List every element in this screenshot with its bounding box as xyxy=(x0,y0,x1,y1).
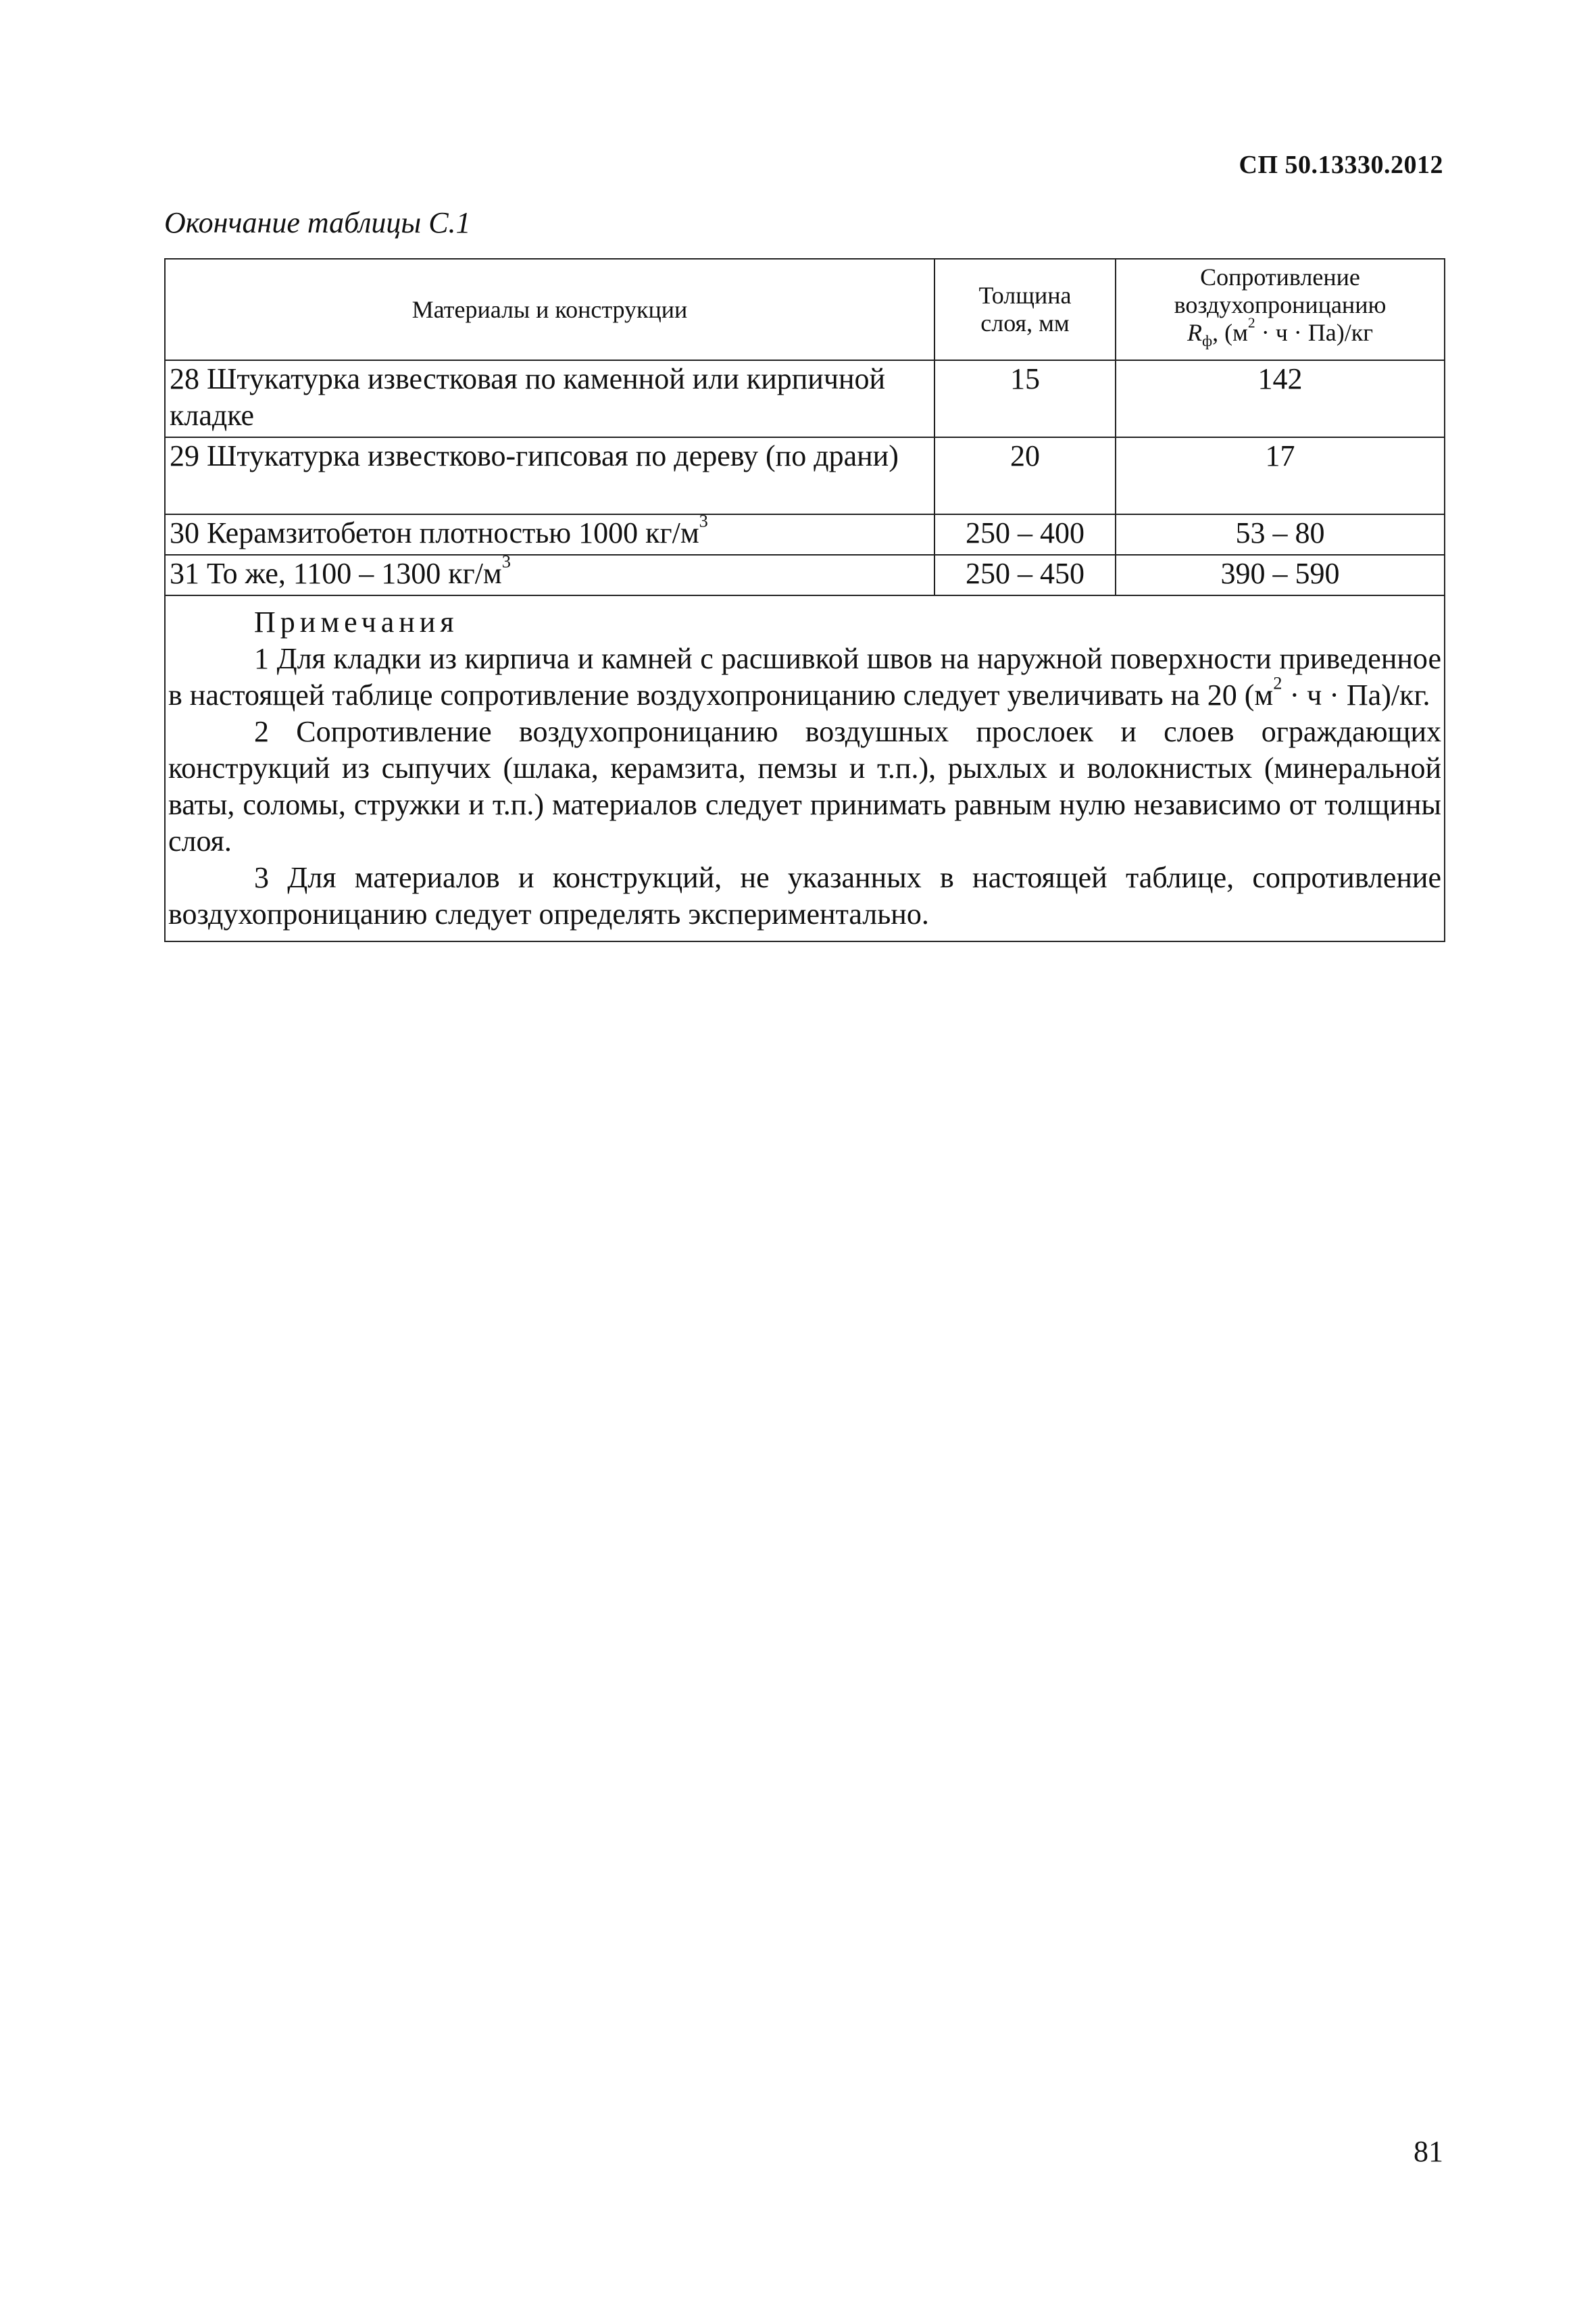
air-permeability-table xyxy=(164,258,1445,942)
table-row xyxy=(165,437,1445,514)
resistance-cell: 142 xyxy=(1116,360,1445,437)
table-row xyxy=(165,555,1445,595)
resistance-symbol: R xyxy=(1187,318,1202,346)
material-cell: 28 Штукатурка известковая по каменной или кирпичной кладке xyxy=(165,360,934,437)
thickness-cell: 250 – 450 xyxy=(934,555,1116,595)
resistance-cell: 17 xyxy=(1116,437,1445,514)
notes-cell xyxy=(165,595,1445,941)
material-cell: 31 То же, 1100 – 1300 $кг/м^3$ xyxy=(165,555,934,595)
material-cell: 30 Керамзитобетон плотностью 1000 $кг/м^3$ xyxy=(165,514,934,555)
document-code: СП 50.13330.2012 xyxy=(1239,151,1443,179)
column-header-resistance-units: $R_ф$, $(м^2 \cdot ч \cdot Па)/кг$ xyxy=(1187,314,1374,351)
column-header-thickness-line2: слоя, мм xyxy=(980,310,1070,337)
notes-title: Примечания xyxy=(254,606,459,639)
table-row xyxy=(165,514,1445,555)
column-header-resistance xyxy=(1116,259,1445,360)
column-header-resistance-line1: Сопротивление xyxy=(1200,263,1360,291)
resistance-symbol-subscript: ф xyxy=(1201,333,1213,351)
column-header-material-label: Материалы и конструкции xyxy=(412,295,688,323)
note-1: 1 Для кладки из кирпича и камней с расшивкой швов на наружной поверхности приведенное в настоящей таблице сопротивление воздухопроницанию следует увеличивать на 20 $(м^2 \cdot ч \cdot Па)/кг$. xyxy=(168,642,1441,712)
thickness-cell: 15 xyxy=(934,360,1116,437)
table-header-row xyxy=(165,259,1445,360)
thickness-cell: 250 – 400 xyxy=(934,514,1116,555)
column-header-resistance-line2: воздухопроницанию xyxy=(1174,291,1387,318)
table-row xyxy=(165,360,1445,437)
column-header-thickness xyxy=(934,259,1116,360)
page-number: 81 xyxy=(1414,2135,1443,2168)
note-3: 3 Для материалов и конструкций, не указанных в настоящей таблице, сопротивление воздухопроницанию следует определять экспериментально. xyxy=(168,861,1441,931)
column-header-thickness-line1: Толщина xyxy=(978,282,1072,309)
notes-row xyxy=(165,595,1445,941)
column-header-material xyxy=(165,259,934,360)
resistance-cell: 53 – 80 xyxy=(1116,514,1445,555)
thickness-cell: 20 xyxy=(934,437,1116,514)
material-cell: 29 Штукатурка известково-гипсовая по дереву (по драни) xyxy=(165,437,934,514)
table-caption: Окончание таблицы С.1 xyxy=(164,206,471,239)
note-2: 2 Сопротивление воздухопроницанию воздушных прослоек и слоев ограждающих конструкций из сыпучих (шлака, керамзита, пемзы и т.п.), рыхлых и волокнистых (минеральной ваты, соломы, стружки и т.п.) материалов следует принимать равным нулю независимо от толщины слоя. xyxy=(168,715,1441,858)
resistance-cell: 390 – 590 xyxy=(1116,555,1445,595)
